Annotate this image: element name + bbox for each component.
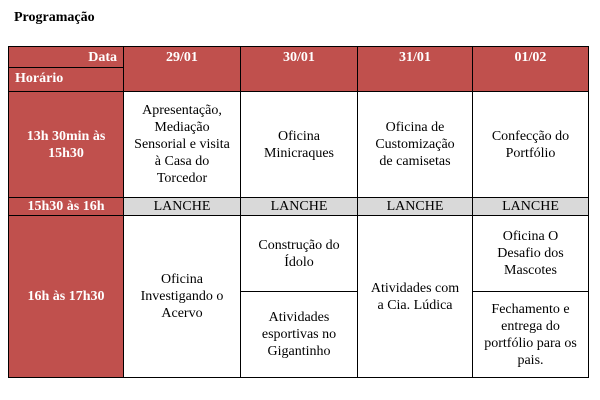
- day-header-1: 29/01: [124, 47, 241, 92]
- horario-header-label: Horário: [15, 71, 64, 86]
- slot-label-2: 15h30 às 16h: [9, 198, 124, 216]
- cell-d1-s3-text: Oficina Investigando o Acervo: [140, 272, 224, 321]
- day-header-3: 31/01: [358, 47, 473, 92]
- cell-d2-s1: [241, 92, 358, 198]
- cell-d3-s3-text: Atividades com a Cia. Lúdica: [370, 280, 460, 313]
- day-header-4: 01/02: [473, 47, 589, 92]
- cell-d4-s1-text: Confecção do Portfólio: [491, 128, 570, 161]
- cell-d2-s3b: [241, 292, 358, 378]
- cell-d4-s3a: [473, 216, 589, 292]
- schedule-table: [8, 46, 589, 378]
- cell-d3-s1-text: Oficina de Customização de camisetas: [375, 120, 455, 169]
- cell-d4-s3b-text: Fechamento e entrega do portfólio para os pais.: [484, 301, 577, 368]
- cell-d4-s3b: [473, 292, 589, 378]
- corner-divider: [9, 67, 123, 68]
- lanche-cell-1: LANCHE: [124, 198, 241, 216]
- cell-d4-s3a-text: Oficina O Desafio dos Mascotes: [497, 229, 564, 278]
- cell-d2-s1-text: Oficina Minicraques: [264, 128, 334, 161]
- cell-d2-s3b-text: Atividades esportivas no Gigantinho: [261, 310, 337, 359]
- slot-label-3: 16h às 17h30: [9, 216, 124, 378]
- cell-d4-s1: [473, 92, 589, 198]
- cell-d1-s3: [124, 216, 241, 378]
- data-header-label: Data: [88, 50, 117, 65]
- cell-d2-s3a: [241, 216, 358, 292]
- slot-label-1: [9, 92, 124, 198]
- slot-label-1-text: 13h 30min às 15h30: [26, 128, 106, 161]
- page-title: Programação: [14, 10, 95, 25]
- cell-d1-s1: [124, 92, 241, 198]
- cell-d3-s1: [358, 92, 473, 198]
- cell-d3-s3: [358, 216, 473, 378]
- cell-d2-s3a-text: Construção do Ídolo: [258, 237, 340, 270]
- lanche-cell-4: LANCHE: [473, 198, 589, 216]
- day-header-2: 30/01: [241, 47, 358, 92]
- corner-header-cell: [9, 47, 124, 92]
- lanche-cell-3: LANCHE: [358, 198, 473, 216]
- lanche-cell-2: LANCHE: [241, 198, 358, 216]
- cell-d1-s1-text: Apresentação, Mediação Sensorial e visita à Casa do Torcedor: [134, 103, 230, 186]
